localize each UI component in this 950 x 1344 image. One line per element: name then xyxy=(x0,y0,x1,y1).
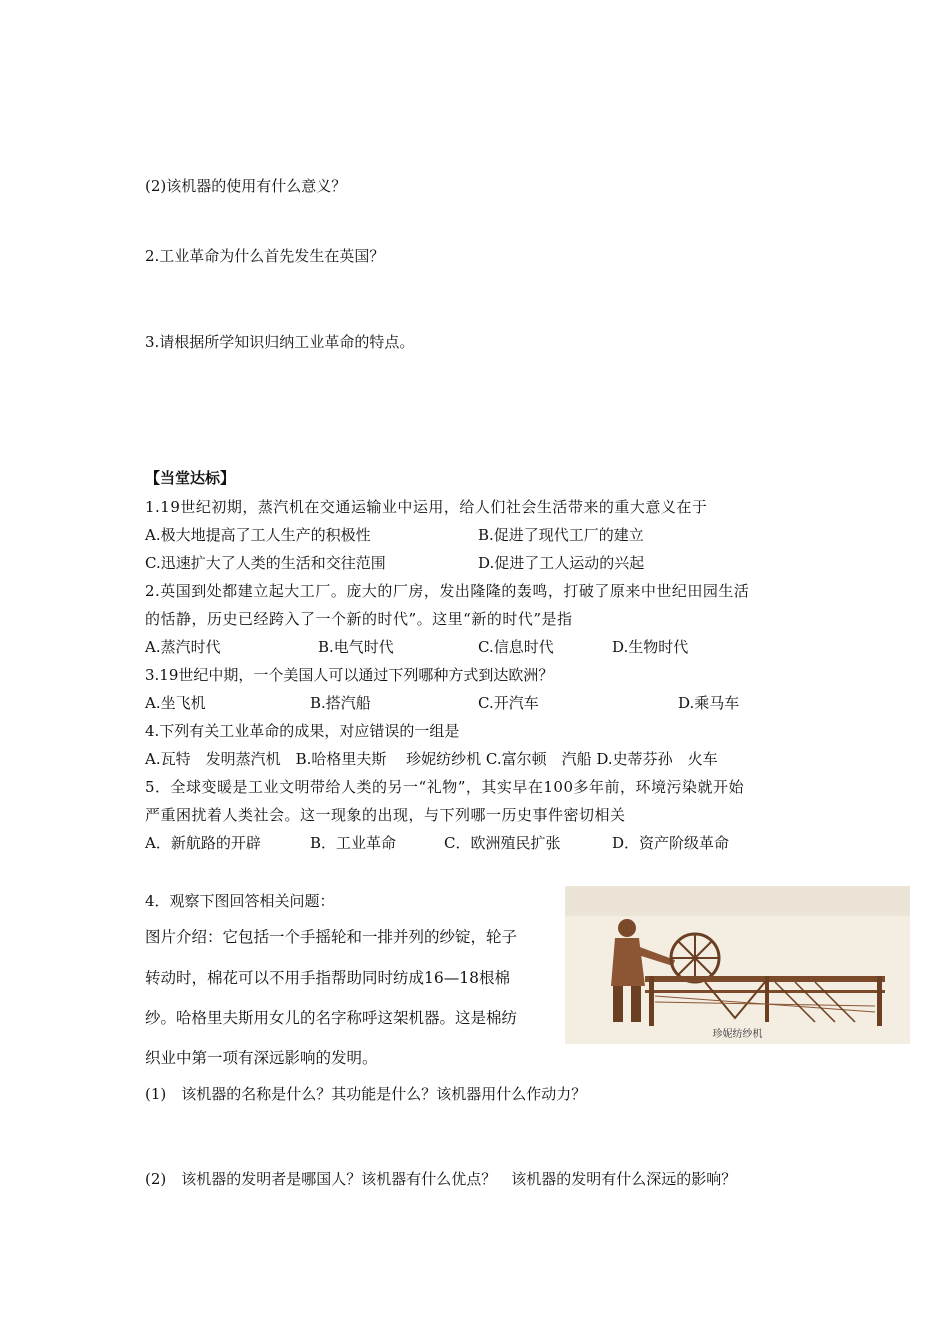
q5-option-c: C．欧洲殖民扩张 xyxy=(444,834,561,852)
observe-intro-line2: 转动时，棉花可以不用手指帮助同时纺成16—18根棉 xyxy=(145,969,510,987)
q2-option-a: A.蒸汽时代 xyxy=(145,638,221,656)
q3-option-d: D.乘马车 xyxy=(678,694,740,712)
observe-title: 4．观察下图回答相关问题： xyxy=(145,892,335,910)
q5-option-d: D．资产阶级革命 xyxy=(612,834,730,852)
observe-intro-line1: 图片介绍：它包括一个手摇轮和一排并列的纱锭，轮子 xyxy=(145,928,518,946)
q1-option-d: D.促进了工人运动的兴起 xyxy=(478,554,645,572)
q3-option-c: C.开汽车 xyxy=(478,694,539,712)
q5-stem-line2: 严重困扰着人类社会。这一现象的出现，与下列哪一历史事件密切相关 xyxy=(145,806,626,824)
figure-caption: 珍妮纺纱机 xyxy=(712,1029,763,1040)
question-2-sub: (2)该机器的使用有什么意义？ xyxy=(145,177,347,195)
q5-stem-line1: 5．全球变暖是工业文明带给人类的另一“礼物”，其实早在100多年前，环境污染就开始 xyxy=(145,778,745,796)
q1-option-c: C.迅速扩大了人类的生活和交往范围 xyxy=(145,554,386,572)
q2-option-c: C.信息时代 xyxy=(478,638,554,656)
observe-sub-question-2: (2) 该机器的发明者是哪国人？该机器有什么优点？ 该机器的发明有什么深远的影响？ xyxy=(145,1170,737,1188)
q5-option-a: A．新航路的开辟 xyxy=(145,834,261,852)
observe-sub-question-1: (1) 该机器的名称是什么？其功能是什么？该机器用什么作动力？ xyxy=(145,1085,587,1103)
q4-stem: 4.下列有关工业革命的成果，对应错误的一组是 xyxy=(145,722,460,740)
q2-stem-line2: 的恬静，历史已经跨入了一个新的时代”。这里“新的时代”是指 xyxy=(145,610,573,628)
q1-stem: 1.19世纪初期，蒸汽机在交通运输业中运用，给人们社会生活带来的重大意义在于 xyxy=(145,498,708,516)
q2-stem-line1: 2.英国到处都建立起大工厂。庞大的厂房，发出隆隆的轰鸣，打破了原来中世纪田园生活 xyxy=(145,582,750,600)
q4-options: A.瓦特 发明蒸汽机 B.哈格里夫斯 珍妮纺纱机 C.富尔顿 汽船 D.史蒂芬孙 火车 xyxy=(145,750,718,768)
question-2: 2.工业革命为什么首先发生在英国？ xyxy=(145,247,385,265)
observe-intro-line3: 纱。哈格里夫斯用女儿的名字称呼这架机器。这是棉纺 xyxy=(145,1009,518,1027)
q5-option-b: B．工业革命 xyxy=(310,834,397,852)
q3-stem: 3.19世纪中期，一个美国人可以通过下列哪种方式到达欧洲？ xyxy=(145,666,554,684)
q1-option-a: A.极大地提高了工人生产的积极性 xyxy=(145,526,371,544)
question-3: 3.请根据所学知识归纳工业革命的特点。 xyxy=(145,333,415,351)
observe-intro-line4: 织业中第一项有深远影响的发明。 xyxy=(145,1049,378,1067)
spinning-jenny-illustration xyxy=(565,886,910,1044)
q2-option-b: B.电气时代 xyxy=(318,638,394,656)
spinning-jenny-image xyxy=(565,886,910,1044)
q3-option-b: B.搭汽船 xyxy=(310,694,371,712)
q2-option-d: D.生物时代 xyxy=(612,638,689,656)
q3-option-a: A.坐飞机 xyxy=(145,694,206,712)
q1-option-b: B.促进了现代工厂的建立 xyxy=(478,526,644,544)
section-title: 【当堂达标】 xyxy=(145,469,236,487)
